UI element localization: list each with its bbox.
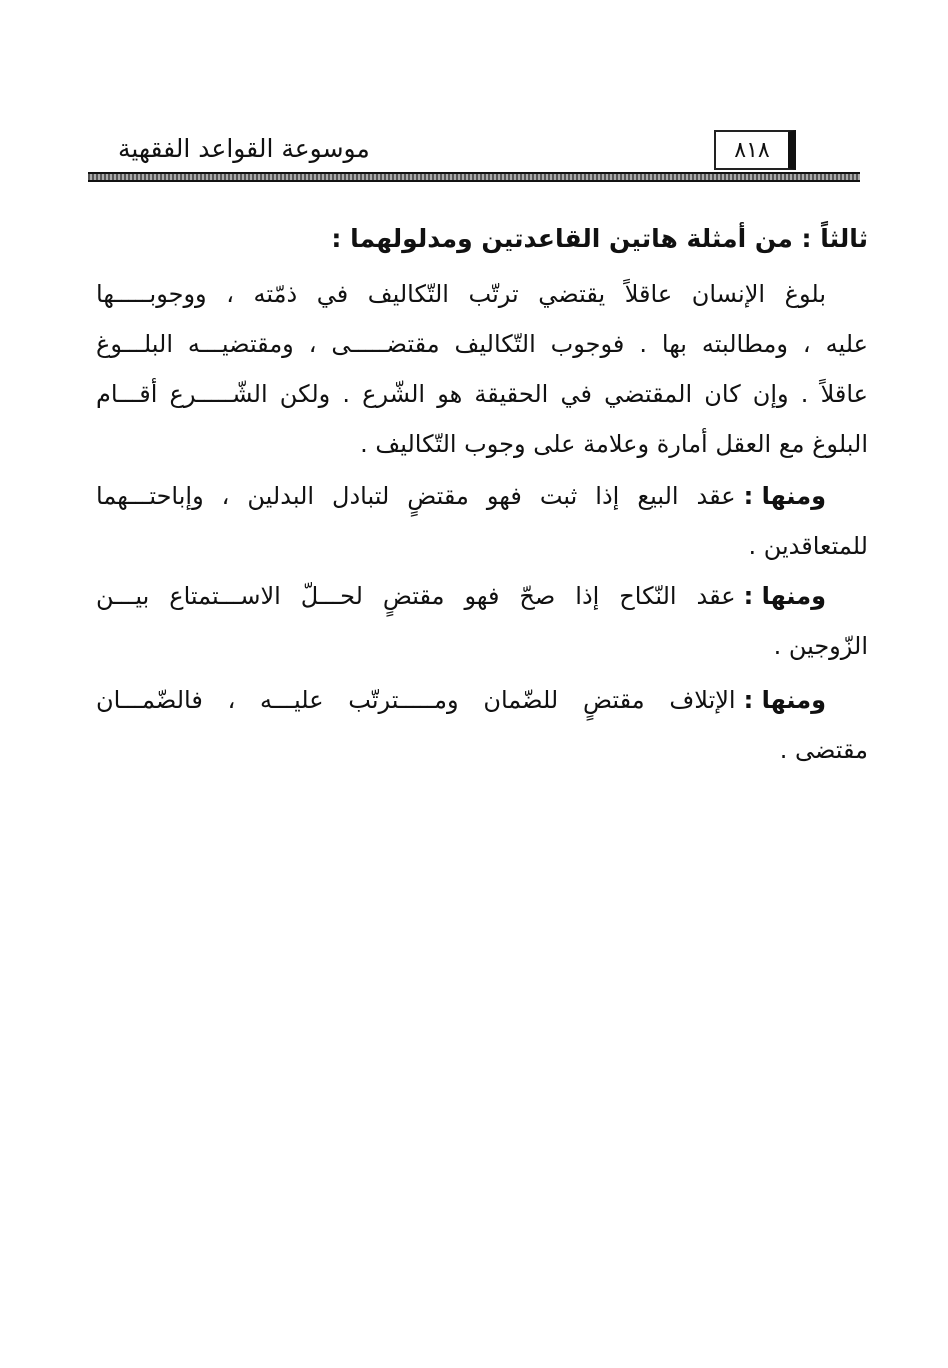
paragraph-line: عاقلاً . وإن كان المقتضي في الحقيقة هو الشّرع . ولكن الشّـــــرع أقـــام [96,380,868,408]
section-heading: ثالثاً : من أمثلة هاتين القاعدتين ومدلولهما : [331,224,868,253]
example-text: الإتلاف مقتضٍ للضّمان ومـــــترتّب عليـــه ، فالضّمـــان [96,686,736,714]
paragraph-line: عليه ، ومطالبته بها . فوجوب التّكاليف مقتضـــــى ، ومقتضيـــه البلـــوغ [96,330,868,358]
example-line [96,686,826,714]
book-title: موسوعة القواعد الفقهية [118,134,370,163]
page-number: ٨١٨ [714,130,796,170]
example-label: ومنها : [743,482,826,510]
paragraph-line: البلوغ مع العقل أمارة وعلامة على وجوب التّكاليف . [360,430,868,458]
example-line: للمتعاقدين . [748,532,868,560]
example-text: عقد البيع إذا ثبت فهو مقتضٍ لتبادل البدلين ، وإباحتـــهما [96,482,736,510]
example-label: ومنها : [743,686,826,714]
paragraph-line: بلوغ الإنسان عاقلاً يقتضي ترتّب التّكاليف في ذمّته ، ووجوبـــــها [96,280,826,308]
example-line [96,582,826,610]
running-header [88,108,860,180]
example-line: الزّوجين . [773,632,868,660]
example-label: ومنها : [743,582,826,610]
example-line: مقتضى . [779,736,868,764]
header-rule [88,172,860,182]
example-line [96,482,826,510]
example-text: عقد النّكاح إذا صحّ فهو مقتضٍ لحـــلّ الاســـتمتاع بيـــن [96,582,736,610]
